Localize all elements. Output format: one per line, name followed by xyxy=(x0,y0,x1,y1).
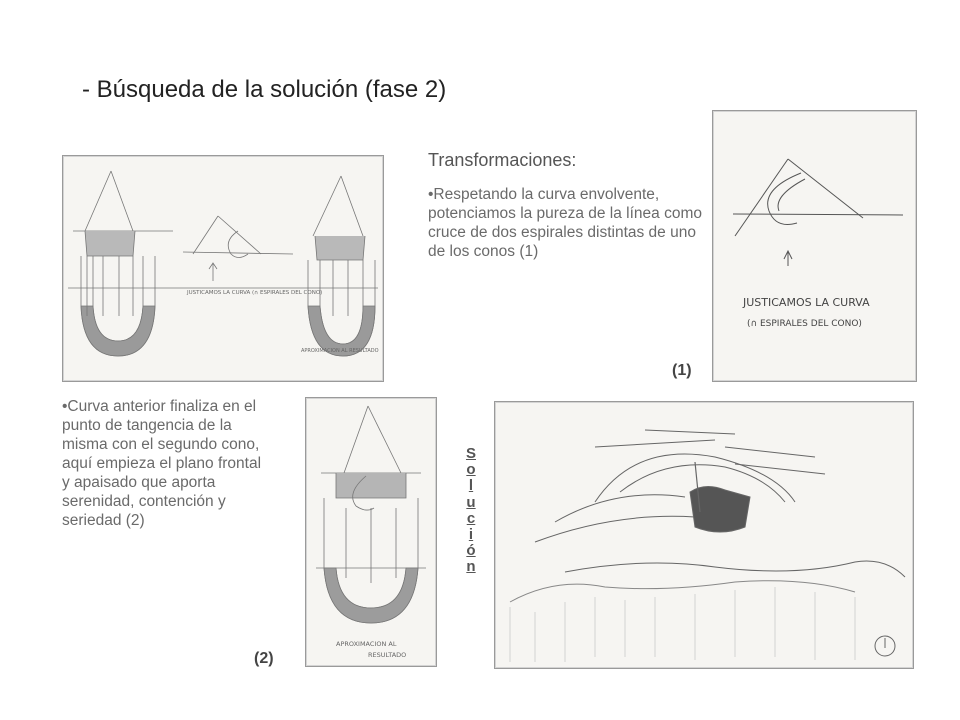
solution-letter: S xyxy=(465,445,476,462)
sketch-tall-2 xyxy=(305,397,437,667)
figure-label-1: (1) xyxy=(672,362,692,379)
sketch-detail-1 xyxy=(712,110,917,382)
solution-letter: n xyxy=(466,558,476,576)
solution-letter: l xyxy=(468,477,474,495)
sketch-solution xyxy=(494,401,914,669)
detail-sketch-line1: JUSTICAMOS LA CURVA xyxy=(743,296,870,309)
detail-sketch-line2: (∩ ESPIRALES DEL CONO) xyxy=(747,319,862,329)
sketch-tall-drawing xyxy=(306,398,436,666)
solution-letter: c xyxy=(466,509,476,527)
solution-letter: u xyxy=(466,493,476,511)
curve-bullet: •Curva anterior finaliza en el punto de tangencia de la misma con el segundo cono, aquí empieza el plano frontal y apaisado que aporta serenidad, contención y seriedad (2) xyxy=(62,398,262,529)
figure-label-2: (2) xyxy=(254,650,274,667)
overview-sketch-note: JUSTICAMOS LA CURVA (∩ ESPIRALES DEL CONO) xyxy=(187,290,323,296)
solution-letter: ó xyxy=(466,542,476,560)
sketch-overview-drawing xyxy=(63,156,383,381)
solution-letter: o xyxy=(466,461,476,479)
sketch-detail-drawing xyxy=(713,111,916,381)
transform-bullet: •Respetando la curva envolvente, potenciamos la pureza de la línea como cruce de dos espirales distintas de uno de los conos (1) xyxy=(428,186,702,260)
overview-sketch-result: APROXIMACION AL RESULTADO xyxy=(301,348,379,354)
solution-vertical-word xyxy=(461,446,481,576)
page-title: - Búsqueda de la solución (fase 2) xyxy=(82,76,447,103)
tall-sketch-result-2: RESULTADO xyxy=(368,651,407,659)
transform-heading: Transformaciones: xyxy=(428,150,577,170)
solution-letter: i xyxy=(468,526,474,544)
tall-sketch-result-1: APROXIMACION AL xyxy=(336,640,397,648)
sketch-solution-drawing xyxy=(495,402,913,668)
sketch-overview xyxy=(62,155,384,382)
